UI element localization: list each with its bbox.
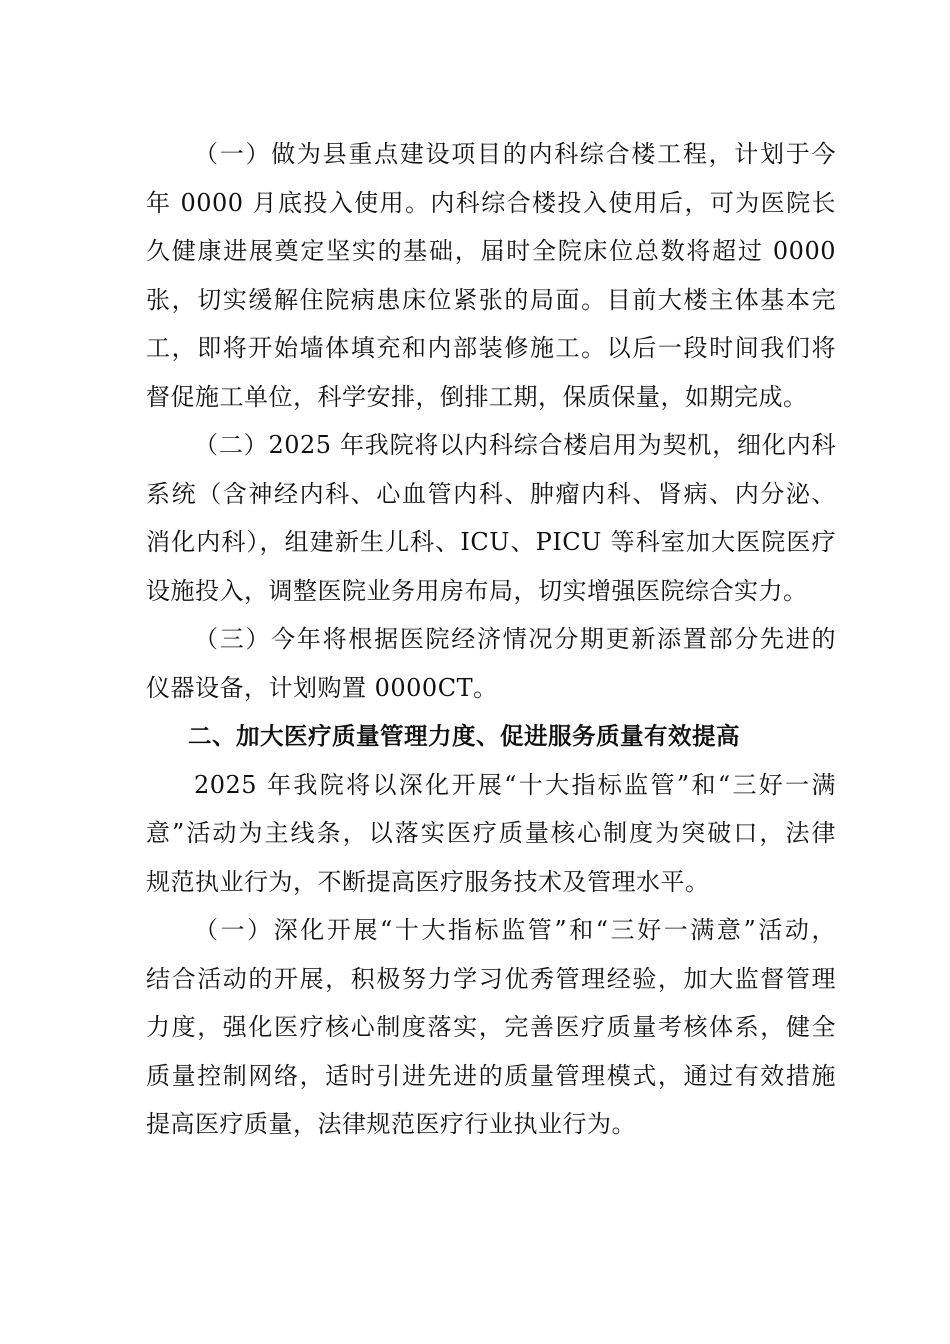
paragraph-line: 意”活动为主线条，以落实医疗质量核心制度为突破口，法律: [146, 819, 836, 847]
section-heading: 二、加大医疗质量管理力度、促进服务质量有效提高: [188, 722, 740, 750]
paragraph-line: 年 0000 月底投入使用。内科综合楼投入使用后，可为医院长: [146, 188, 836, 217]
paragraph-line: 提高医疗质量，法律规范医疗行业执业行为。: [146, 1110, 636, 1138]
paragraph-line: 规范执业行为，不断提高医疗服务技术及管理水平。: [146, 867, 710, 896]
paragraph-line: 2025 年我院将以深化开展“十大指标监管”和“三好一满: [194, 770, 836, 799]
paragraph-line: 系统（含神经内科、心血管内科、肿瘤内科、肾病、内分泌、: [146, 479, 836, 508]
paragraph-line: 张，切实缓解住院病患床位紧张的局面。目前大楼主体基本完: [146, 285, 836, 314]
paragraph-line: 久健康进展奠定坚实的基础，届时全院床位总数将超过 0000: [146, 237, 836, 265]
paragraph-line: 消化内科），组建新生儿科、ICU、PICU 等科室加大医院医疗: [146, 528, 836, 556]
paragraph-line: 仪器设备，计划购置 0000CT。: [146, 673, 498, 702]
paragraph-line: 督促施工单位，科学安排，倒排工期，保质保量，如期完成。: [146, 382, 808, 411]
paragraph-line: 结合活动的开展，积极努力学习优秀管理经验，加大监督管理: [146, 964, 836, 993]
paragraph-line: （一）做为县重点建设项目的内科综合楼工程，计划于今: [194, 140, 836, 168]
paragraph-line: 力度，强化医疗核心制度落实，完善医疗质量考核体系，健全: [146, 1013, 836, 1041]
paragraph-line: 设施投入，调整医院业务用房布局，切实增强医院综合实力。: [146, 576, 808, 605]
document-body: [146, 130, 836, 1149]
paragraph-line: （二）2025 年我院将以内科综合楼启用为契机，细化内科: [194, 431, 836, 459]
paragraph-line: 质量控制网络，适时引进先进的质量管理模式，通过有效措施: [146, 1061, 836, 1090]
paragraph-line: （三）今年将根据医院经济情况分期更新添置部分先进的: [194, 625, 836, 653]
paragraph-line: （一）深化开展“十大指标监管”和“三好一满意”活动，: [194, 916, 836, 944]
paragraph-line: 工，即将开始墙体填充和内部装修施工。以后一段时间我们将: [146, 334, 836, 362]
